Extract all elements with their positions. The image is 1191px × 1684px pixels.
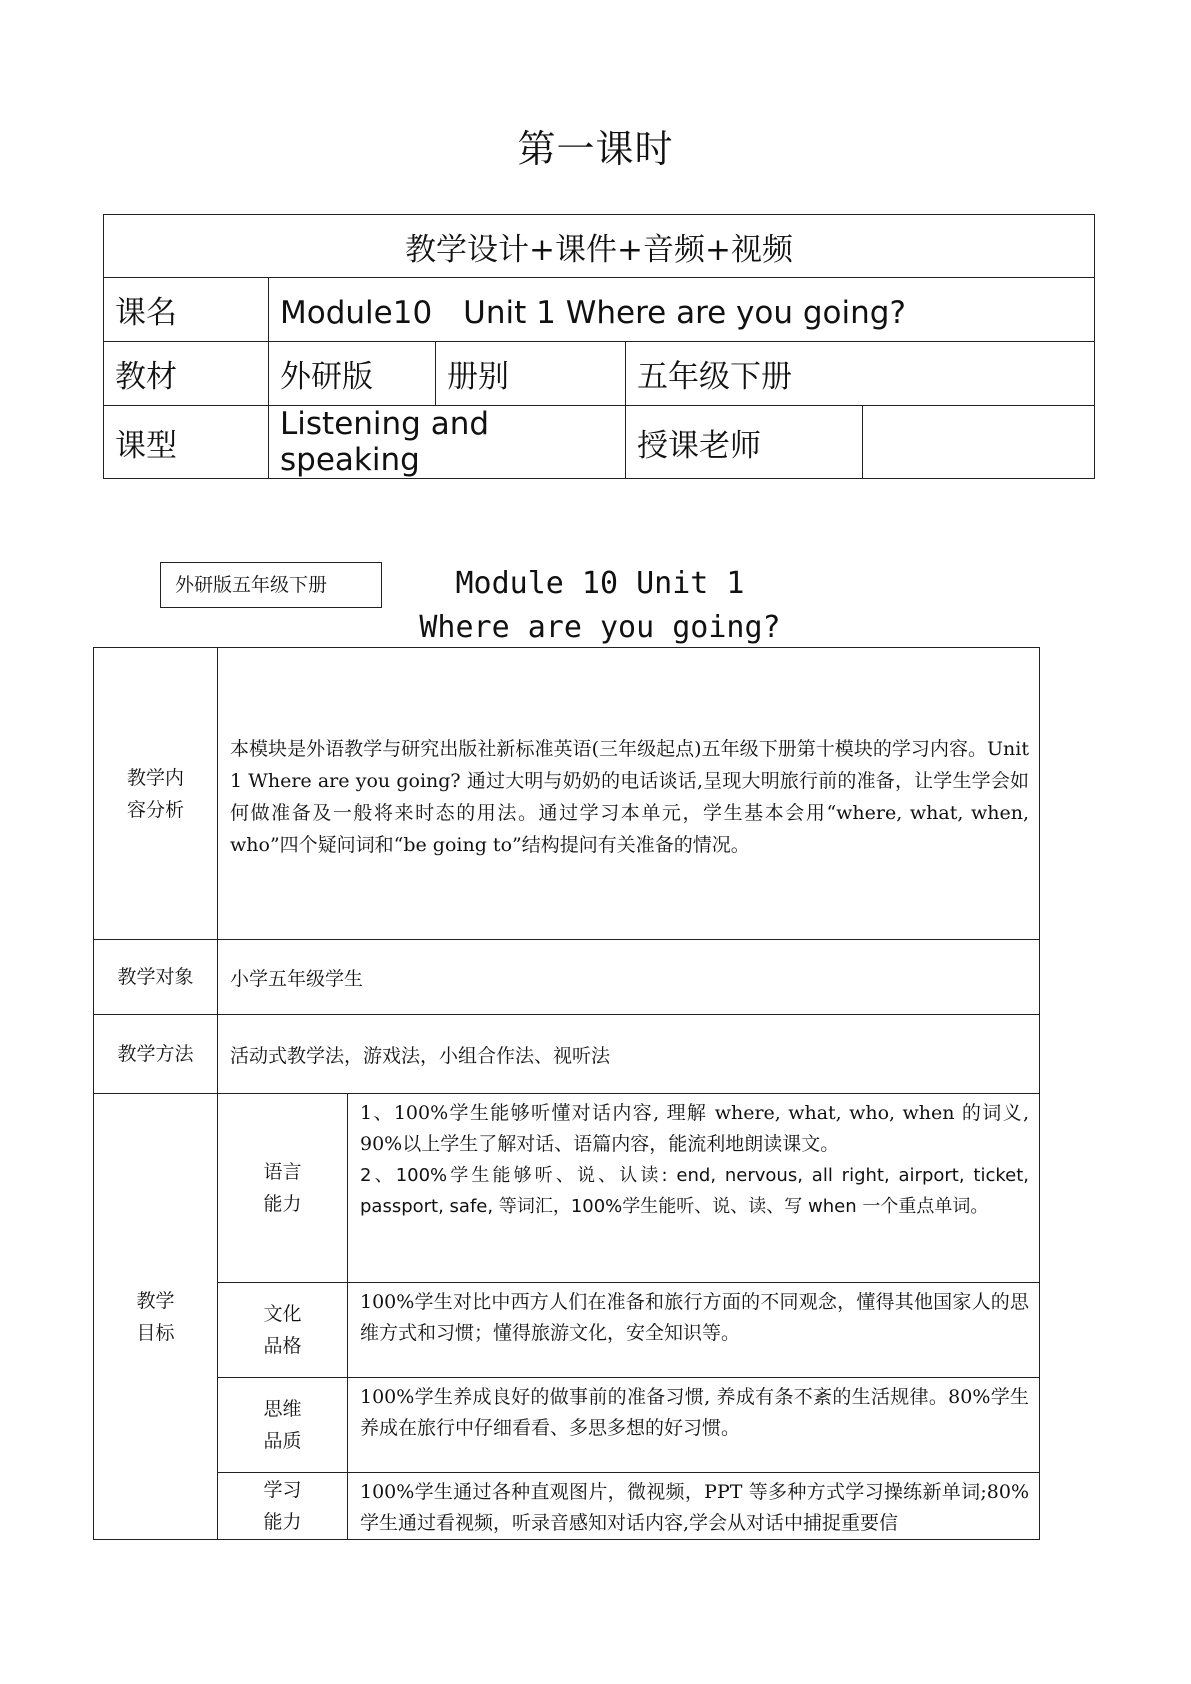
lesson-heading bbox=[380, 562, 820, 650]
textbook-value: 外研版 bbox=[269, 342, 436, 406]
lesson-heading-line-2: Where are you going? bbox=[419, 610, 781, 645]
textbook-label: 教材 bbox=[104, 342, 269, 406]
info-table-header: 教学设计+课件+音频+视频 bbox=[104, 215, 1095, 278]
content-analysis-label-line-1: 教学内 bbox=[126, 766, 184, 789]
goal-thinking-label-line-1: 思维 bbox=[263, 1398, 302, 1420]
edition-label-box: 外研版五年级下册 bbox=[160, 562, 382, 608]
volume-label: 册别 bbox=[436, 342, 626, 406]
target-label: 教学对象 bbox=[94, 940, 218, 1015]
lesson-type-value: Listening and speaking bbox=[269, 406, 626, 479]
goal-learning-label bbox=[218, 1473, 348, 1540]
goal-thinking-label bbox=[218, 1378, 348, 1473]
goal-learning-text: 100%学生通过各种直观图片，微视频，PPT 等多种方式学习操练新单词;80%学生通过看视频，听录音感知对话内容,学会从对话中捕捉重要信 bbox=[348, 1473, 1040, 1540]
goal-thinking-text: 100%学生养成良好的做事前的准备习惯, 养成有条不紊的生活规律。80%学生养成在旅行中仔细看看、多思多想的好习惯。 bbox=[348, 1378, 1040, 1473]
lesson-type-label: 课型 bbox=[104, 406, 269, 479]
content-analysis-label bbox=[94, 648, 218, 940]
goal-language-text-2: 2、100%学生能够听、说、认读: end, nervous, all right, airport, ticket, passport, safe, 等词汇，100%学生能听、说、读、写 when 一个重点单词。 bbox=[360, 1165, 1030, 1217]
course-name-label: 课名 bbox=[104, 278, 269, 342]
course-name-value: Module10 Unit 1 Where are you going? bbox=[269, 278, 1095, 342]
course-info-table bbox=[103, 214, 1095, 479]
content-analysis-label-line-2: 容分析 bbox=[126, 798, 184, 821]
page-title: 第一课时 bbox=[517, 127, 674, 171]
goals-label-line-1: 教学 bbox=[136, 1289, 175, 1312]
goal-culture-label-line-2: 品格 bbox=[263, 1335, 302, 1357]
lesson-heading-line-1: Module 10 Unit 1 bbox=[455, 566, 745, 601]
goal-learning-label-line-1: 学习 bbox=[263, 1479, 302, 1501]
goal-language-text bbox=[348, 1094, 1040, 1283]
lesson-plan-table bbox=[93, 647, 1040, 1540]
teacher-label: 授课老师 bbox=[626, 406, 863, 479]
goal-culture-text: 100%学生对比中西方人们在准备和旅行方面的不同观念，懂得其他国家人的思维方式和习惯；懂得旅游文化，安全知识等。 bbox=[348, 1283, 1040, 1378]
goal-language-label-line-1: 语言 bbox=[263, 1161, 302, 1183]
goal-language-label-line-2: 能力 bbox=[263, 1193, 302, 1215]
goal-thinking-label-line-2: 品质 bbox=[263, 1430, 302, 1452]
content-analysis-text: 本模块是外语教学与研究出版社新标准英语(三年级起点)五年级下册第十模块的学习内容。Unit 1 Where are you going? 通过大明与奶奶的电话谈话,呈现大明旅行前的准备，让学生学会如何做准备及一般将来时态的用法。通过学习本单元，学生基本会用“where, what, when, who”四个疑问词和“be going to”结构提问有关准备的情况。 bbox=[218, 648, 1040, 940]
method-label: 教学方法 bbox=[94, 1015, 218, 1094]
goal-language-text-1: 1、100%学生能够听懂对话内容, 理解 where, what, who, when 的词义, 90%以上学生了解对话、语篇内容，能流利地朗读课文。 bbox=[360, 1102, 1030, 1155]
volume-value: 五年级下册 bbox=[626, 342, 1095, 406]
goals-label bbox=[94, 1094, 218, 1540]
goals-label-line-2: 目标 bbox=[136, 1321, 175, 1344]
goal-learning-label-line-2: 能力 bbox=[263, 1511, 302, 1533]
goal-language-label bbox=[218, 1094, 348, 1283]
goal-culture-label-line-1: 文化 bbox=[263, 1303, 302, 1325]
goal-culture-label bbox=[218, 1283, 348, 1378]
method-value: 活动式教学法，游戏法，小组合作法、视听法 bbox=[218, 1015, 1040, 1094]
teacher-value bbox=[863, 406, 1095, 479]
target-value: 小学五年级学生 bbox=[218, 940, 1040, 1015]
